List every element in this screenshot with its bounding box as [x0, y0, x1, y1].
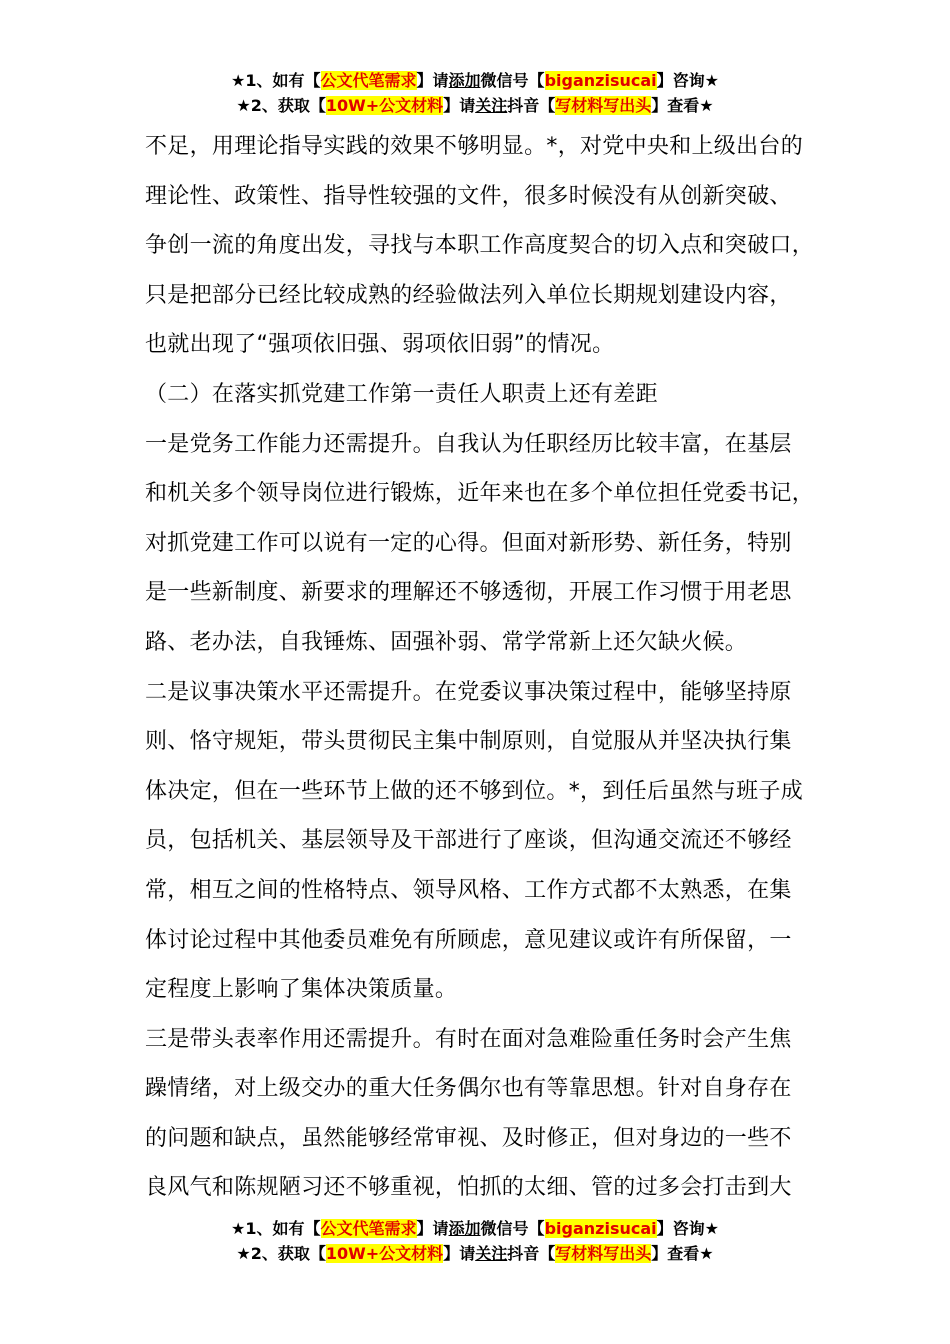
text-line: 体决定，但在一些环节上做的还不够到位。*，到任后虽然与班子成	[145, 778, 804, 804]
star-icon: ★	[699, 1244, 714, 1263]
banner-text: 微信号【	[480, 71, 545, 90]
text-line: 一是党务工作能力还需提升。自我认为任职经历比较丰富，在基层	[145, 431, 792, 457]
text-line: 和机关多个领导岗位进行锻炼，近年来也在多个单位担任党委书记，	[145, 481, 815, 507]
text-line: 则、恪守规矩，带头贯彻民主集中制原则，自觉服从并坚决执行集	[145, 729, 792, 755]
banner-line-2	[0, 93, 950, 118]
banner-line-2	[0, 1241, 950, 1266]
text-line: 定程度上影响了集体决策质量。	[145, 977, 458, 1003]
banner-highlight: 写材料写出头	[555, 96, 652, 115]
body-paragraph	[145, 420, 825, 668]
text-line: （二）在落实抓党建工作第一责任人职责上还有差距	[145, 381, 658, 407]
banner-text: 2、获取【	[250, 96, 326, 115]
text-line: 理论性、政策性、指导性较强的文件，很多时候没有从创新突破、	[145, 183, 792, 209]
body-paragraph	[145, 668, 825, 1015]
banner-text: 微信号【	[480, 1219, 545, 1238]
banner-text: 】查看	[651, 1244, 700, 1263]
text-line: 也就出现了“强项依旧强、弱项依旧弱”的情况。	[145, 332, 615, 358]
text-line: 二是议事决策水平还需提升。在党委议事决策过程中，能够坚持原	[145, 679, 792, 705]
banner-text: 】咨询	[656, 71, 705, 90]
banner-text: 2、获取【	[250, 1244, 326, 1263]
text-line: 只是把部分已经比较成熟的经验做法列入单位长期规划建设内容，	[145, 282, 792, 308]
banner-highlight: 公文代笔需求	[320, 1219, 417, 1238]
text-line: 良风气和陈规陋习还不够重视，怕抓的太细、管的过多会打击到大	[145, 1175, 792, 1201]
banner-highlight: 写材料写出头	[555, 1244, 652, 1263]
text-line: 三是带头表率作用还需提升。有时在面对急难险重任务时会产生焦	[145, 1026, 792, 1052]
banner-highlight: biganzisucai	[544, 1219, 657, 1238]
banner-highlight: 10W+公文材料	[325, 96, 444, 115]
banner-text: 】请	[416, 1219, 449, 1238]
footer-banner	[0, 1216, 950, 1266]
banner-text: 1、如有【	[245, 71, 321, 90]
text-line: 是一些新制度、新要求的理解还不够透彻，开展工作习惯于用老思	[145, 580, 792, 606]
banner-highlight: 10W+公文材料	[325, 1244, 444, 1263]
banner-line-1	[0, 1216, 950, 1241]
banner-text: 】咨询	[656, 1219, 705, 1238]
text-line: 路、老办法，自我锤炼、固强补弱、常学常新上还欠缺火候。	[145, 629, 748, 655]
header-banner	[0, 68, 950, 118]
section-heading	[145, 370, 825, 420]
text-line: 对抓党建工作可以说有一定的心得。但面对新形势、新任务，特别	[145, 530, 792, 556]
banner-underlined: 关注	[475, 1244, 508, 1263]
text-line: 躁情绪，对上级交办的重大任务偶尔也有等靠思想。针对自身存在	[145, 1076, 792, 1102]
banner-text: 抖音【	[507, 1244, 556, 1263]
body-paragraph	[145, 122, 825, 370]
banner-highlight: biganzisucai	[544, 71, 657, 90]
body-paragraph	[145, 1015, 825, 1213]
star-icon: ★	[236, 96, 251, 115]
banner-line-1	[0, 68, 950, 93]
star-icon: ★	[236, 1244, 251, 1263]
banner-text: 1、如有【	[245, 1219, 321, 1238]
banner-text: 】查看	[651, 96, 700, 115]
banner-text: 】请	[443, 96, 476, 115]
document-body	[145, 122, 825, 1213]
star-icon: ★	[704, 1219, 719, 1238]
banner-underlined: 关注	[475, 96, 508, 115]
banner-highlight: 公文代笔需求	[320, 71, 417, 90]
banner-text: 】请	[416, 71, 449, 90]
banner-text: 抖音【	[507, 96, 556, 115]
text-line: 员，包括机关、基层领导及干部进行了座谈，但沟通交流还不够经	[145, 828, 792, 854]
star-icon: ★	[231, 1219, 246, 1238]
banner-underlined: 添加	[448, 71, 481, 90]
banner-text: 】请	[443, 1244, 476, 1263]
text-line: 常，相互之间的性格特点、领导风格、工作方式都不太熟悉，在集	[145, 877, 792, 903]
text-line: 争创一流的角度出发，寻找与本职工作高度契合的切入点和突破口，	[145, 233, 815, 259]
text-line: 体讨论过程中其他委员难免有所顾虑，意见建议或许有所保留，一	[145, 927, 792, 953]
banner-underlined: 添加	[448, 1219, 481, 1238]
star-icon: ★	[704, 71, 719, 90]
text-line: 的问题和缺点，虽然能够经常审视、及时修正，但对身边的一些不	[145, 1125, 792, 1151]
star-icon: ★	[699, 96, 714, 115]
star-icon: ★	[231, 71, 246, 90]
text-line: 不足，用理论指导实践的效果不够明显。*，对党中央和上级出台的	[145, 134, 804, 159]
